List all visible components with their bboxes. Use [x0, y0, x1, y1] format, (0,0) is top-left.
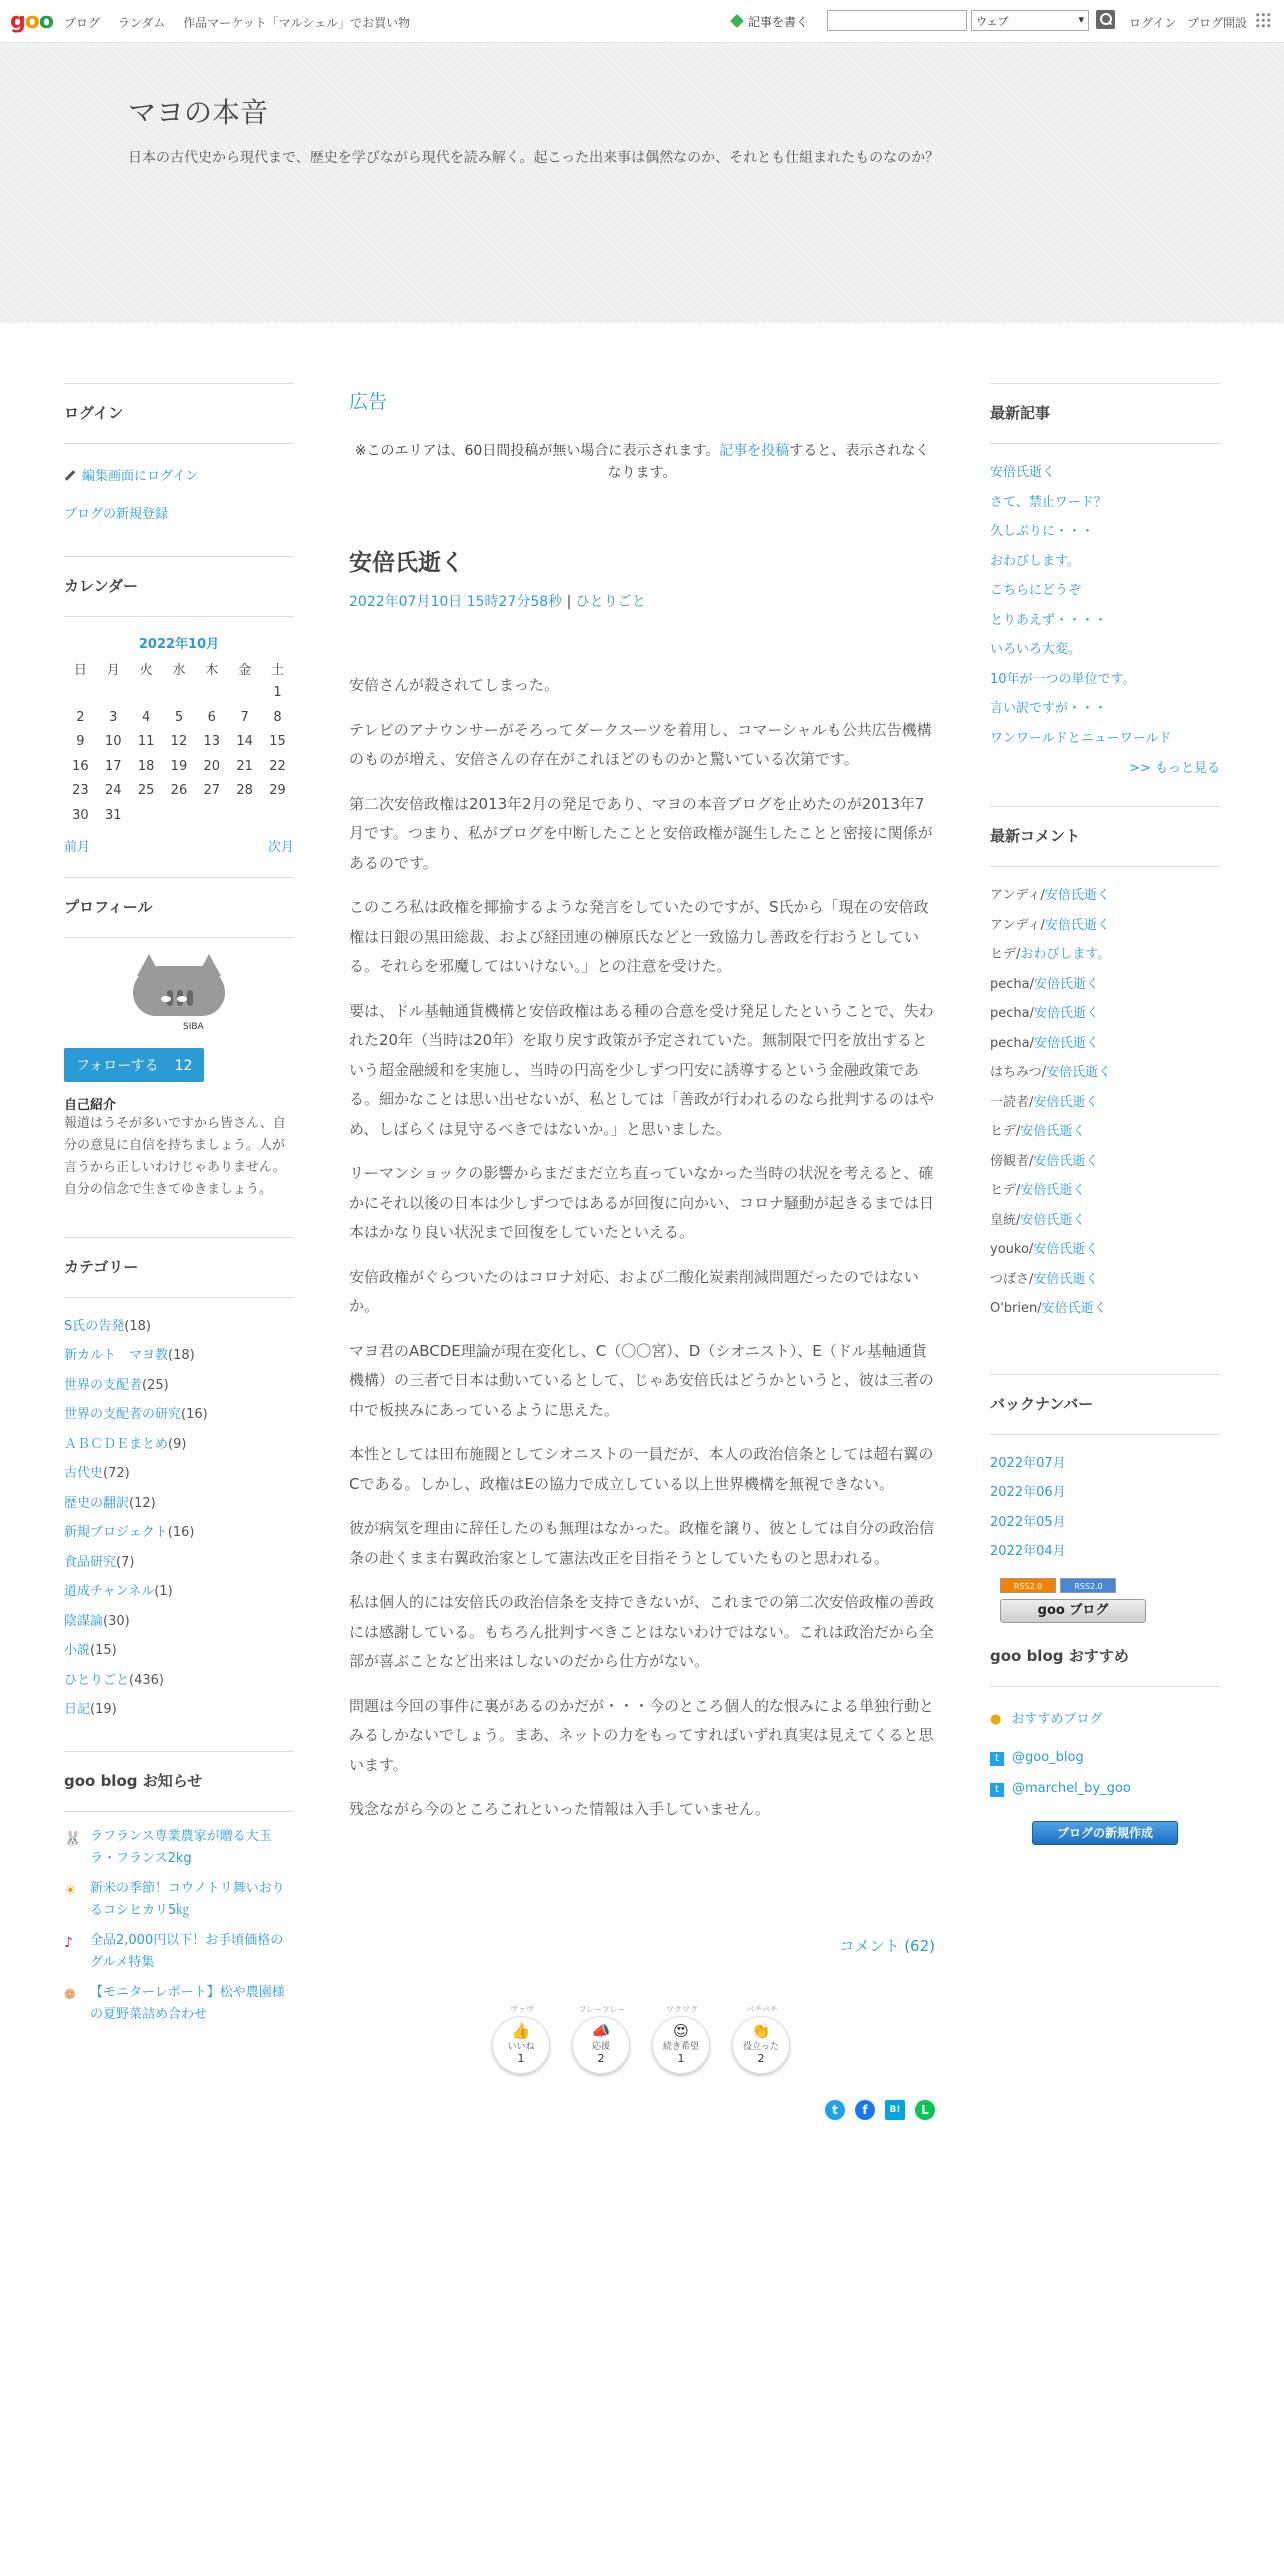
reaction-label: いいね: [507, 2041, 535, 2052]
calendar-day: 17: [104, 758, 122, 774]
open-blog-link[interactable]: ブログ開設: [1187, 16, 1248, 30]
reaction-caption: ヴァヴ: [510, 2004, 534, 2014]
recent-link[interactable]: ワンワールドとニューワールド: [990, 730, 1172, 746]
cat-stripe: [187, 990, 193, 1006]
paragraph: 本性としては田布施閥としてシオニストの一員だが、本人の政治信条としては超右翼のCである。しかし、政権はEの協力で成立している以上世界機構を無視できない。: [349, 1445, 934, 1493]
reaction-want-more[interactable]: [652, 2004, 712, 2074]
cat-face: [133, 966, 225, 1016]
reaction-label: 続き希望: [662, 2041, 699, 2052]
list-item: [64, 1930, 294, 1974]
calendar-day: 18: [137, 758, 155, 774]
calendar-day: 1: [273, 685, 282, 701]
backnumber-list: [990, 1449, 1220, 1559]
nav-marchel[interactable]: 作品マーケット「マルシェル」でお買い物: [183, 16, 411, 30]
comment-post-link[interactable]: 安倍氏逝く: [1033, 1094, 1099, 1110]
backnumber-link[interactable]: 2022年06月: [990, 1485, 1066, 1500]
comment-post-link[interactable]: 安倍氏逝く: [1034, 976, 1100, 992]
news-link[interactable]: 全品2,000円以下！お手頃価格のグルメ特集: [90, 1932, 284, 1970]
reactions: [349, 2004, 935, 2074]
entry-date-link[interactable]: 2022年07月10日 15時27分58秒: [349, 594, 563, 610]
left-sidebar: [64, 383, 294, 2048]
calendar-table: [64, 656, 294, 828]
comment-post-link[interactable]: 安倍氏逝く: [1041, 1301, 1107, 1316]
news-link[interactable]: 新米の季節！コウノトリ舞いおりるコシヒカリ5㎏: [90, 1880, 285, 1918]
paragraph: 安倍さんが殺されてしまった。: [349, 676, 560, 694]
news-link[interactable]: 【モニターレポート】松や農園様の夏野菜詰め合わせ: [90, 1984, 285, 2022]
comment-user: アンディ: [990, 888, 1041, 903]
category-link[interactable]: 世界の支配者: [64, 1377, 143, 1393]
cat-eye: [177, 996, 187, 1002]
list-item: [64, 1312, 294, 1342]
edit-login-link[interactable]: 編集画面にログイン: [82, 469, 199, 484]
calendar-day: 29: [269, 783, 286, 799]
search-input[interactable]: [827, 10, 967, 31]
comment-post-link[interactable]: 安倍氏逝く: [1044, 888, 1110, 903]
category-link[interactable]: 新規プロジェクト: [64, 1525, 168, 1540]
category-count: (16): [181, 1407, 208, 1422]
list-item: ヒデ/おわびします。: [990, 947, 1111, 962]
goo-blog-badge[interactable]: goo ブログ: [1000, 1599, 1146, 1623]
reaction-cheer[interactable]: [572, 2004, 632, 2074]
list-item: [64, 1371, 294, 1401]
list-item: [990, 1739, 1220, 1777]
category-count: (18): [168, 1348, 195, 1363]
calendar-day: 14: [236, 734, 253, 750]
calendar-day: 10: [104, 734, 122, 750]
list-item: [990, 1449, 1220, 1479]
goo-logo[interactable]: goo: [10, 9, 53, 34]
comments-heading: 最新コメント: [990, 806, 1220, 867]
new-blog-button[interactable]: ブログの新規作成: [1032, 1821, 1178, 1845]
reaction-count: 1: [677, 2051, 685, 2065]
entry-category-link[interactable]: ひとりごと: [575, 594, 646, 610]
sun-icon: ☀: [64, 1882, 77, 1899]
category-count: (16): [167, 1525, 195, 1540]
category-link[interactable]: 古代史: [64, 1466, 104, 1481]
facebook-icon[interactable]: f: [855, 2100, 875, 2120]
twitter-icon: t: [990, 1752, 1004, 1766]
meta-separator: |: [562, 594, 576, 610]
intro-heading: 自己紹介: [64, 1097, 117, 1113]
recent-link[interactable]: 言い訳ですが・・・: [990, 701, 1108, 716]
comment-user: はちみつ: [990, 1065, 1042, 1080]
comment-user: pecha: [990, 976, 1030, 992]
list-item: pecha/安倍氏逝く: [990, 1006, 1100, 1021]
category-count: (72): [103, 1466, 130, 1481]
backnumber-link[interactable]: 2022年05月: [990, 1514, 1066, 1530]
hatena-bookmark-icon[interactable]: B!: [885, 2100, 905, 2120]
list-item: [64, 1400, 294, 1430]
calendar-day: 30: [72, 807, 89, 823]
top-login-link[interactable]: ログイン: [1129, 16, 1177, 30]
category-heading: カテゴリー: [64, 1237, 294, 1298]
recommend-link[interactable]: おすすめブログ: [1011, 1711, 1103, 1727]
calendar-day: 6: [207, 709, 216, 725]
calendar-day: [97, 681, 130, 706]
news-link[interactable]: ラフランス専業農家が贈る大玉ラ・フランス2kg: [90, 1828, 272, 1866]
post-article-link[interactable]: 記事を投稿: [719, 443, 790, 459]
reaction-count: 1: [517, 2051, 525, 2065]
category-list: [64, 1312, 294, 1725]
flower-icon: ❁: [64, 1986, 76, 2003]
paragraph: テレビのアナウンサーがそろってダークスーツを着用し、コマーシャルも公共広告機構のものが増え、安倍さんの存在がこれほどのものかと驚いている次第です。: [349, 720, 932, 768]
reaction-label: 役立った: [742, 2041, 779, 2052]
comment-user: つばさ: [990, 1271, 1030, 1287]
paragraph: 第二次安倍政権は2013年2月の発足であり、マヨの本音ブログを止めたのが2013年7月です。つまり、私がブログを中断したことと安倍政権が誕生したことと密接に関係があるのです。: [349, 794, 933, 872]
weekday: 日: [73, 662, 87, 678]
profile-heading: プロフィール: [64, 877, 294, 938]
entry-title[interactable]: 安倍氏逝く: [349, 550, 464, 576]
list-item: [64, 1695, 294, 1725]
list-item: [990, 1508, 1220, 1538]
calendar-day: 3: [109, 709, 118, 725]
recent-link[interactable]: いろいろ大変。: [990, 642, 1082, 657]
calendar-day: [130, 803, 163, 828]
list-item: [64, 1607, 294, 1637]
calendar-day: [261, 803, 294, 828]
list-item: [64, 1518, 294, 1548]
list-item: [990, 1777, 1220, 1801]
weekday: 土: [271, 662, 285, 678]
calendar-day: 13: [203, 734, 221, 750]
list-item: はちみつ/安倍氏逝く: [990, 1065, 1112, 1080]
list-item: [990, 694, 1220, 724]
paragraph: 私は個人的には安倍氏の政治信条を支持できないが、これまでの第二次安倍政権の善政には感謝している。もちろん批判すべきことはないわけではない。これは政治だから全部が喜ぶことなど出来はしないのだから仕方がない。: [349, 1593, 935, 1670]
paragraph: このころ私は政権を揶揄するような発言をしていたのですが、S氏から「現在の安倍政権は日銀の黒田総裁、および経団連の榊原氏などと一致協力し善政を行おうとしている。それらを邪魔してはいけない。」との注意を受けた。: [349, 898, 929, 975]
recent-list: [990, 458, 1220, 753]
calendar-day: 26: [170, 783, 188, 799]
backnumber-link[interactable]: 2022年04月: [990, 1544, 1066, 1559]
calendar-day: 31: [104, 807, 122, 823]
calendar-day: [228, 803, 261, 828]
intro-text: 報道はうそが多いですから皆さん、自分の意見に自信を持ちましょう。人が言うから正しいわけじゃありません。自分の信念で生きてゆきましょう。: [64, 1115, 286, 1197]
calendar-day: 5: [174, 709, 184, 725]
thumbs-up-icon: 👍: [511, 2021, 531, 2040]
more-link[interactable]: >> もっと見る: [1129, 761, 1220, 776]
reaction-like[interactable]: [492, 2004, 552, 2074]
category-link[interactable]: 陰謀論: [64, 1613, 104, 1629]
music-note-icon: ♪: [64, 1934, 73, 1951]
list-item: [64, 1878, 294, 1922]
comment-post-link[interactable]: 安倍氏逝く: [1033, 1271, 1099, 1287]
recent-link[interactable]: さて、禁止ワード？: [990, 494, 1107, 510]
category-count: (19): [90, 1702, 117, 1717]
calendar-day: [195, 803, 228, 828]
search-scope-select[interactable]: ウェブ ▾: [971, 10, 1089, 31]
register-blog-link[interactable]: ブログの新規登録: [64, 507, 169, 522]
comment-post-link[interactable]: 安倍氏逝く: [1020, 1124, 1086, 1139]
calendar: [64, 633, 294, 855]
category-count: (15): [90, 1643, 117, 1658]
twitter-icon: t: [990, 1783, 1004, 1797]
heart-eyes-icon: 😍: [673, 2021, 689, 2040]
calendar-month: 2022年10月: [138, 637, 220, 652]
write-article-label: 記事を書く: [748, 15, 809, 29]
recent-link[interactable]: こちらにどうぞ: [990, 583, 1082, 598]
calendar-day: 19: [170, 758, 188, 774]
category-count: (25): [142, 1377, 169, 1393]
list-item: アンディ/安倍氏逝く: [990, 917, 1110, 933]
weekday: 木: [205, 662, 219, 678]
calendar-day: [64, 681, 97, 706]
recent-link[interactable]: とりあえず・・・・: [990, 612, 1108, 628]
comment-user: アンディ: [990, 917, 1041, 933]
megaphone-icon: 📣: [591, 2021, 611, 2040]
list-item: youko/安倍氏逝く: [990, 1242, 1099, 1257]
ad-note-text: すると、表示されなくなります。: [607, 443, 930, 481]
calendar-day: [163, 803, 196, 828]
list-item: [990, 1537, 1220, 1567]
calendar-day: 11: [137, 734, 155, 750]
right-sidebar: [990, 383, 1220, 1845]
calendar-day: 7: [240, 709, 249, 725]
list-item: 傍観者/安倍氏逝く: [990, 1153, 1099, 1169]
list-item: pecha/安倍氏逝く: [990, 1035, 1100, 1051]
twitter-goo-link[interactable]: @goo_blog: [1012, 1749, 1084, 1765]
comment-post-link[interactable]: 安倍氏逝く: [1033, 1242, 1099, 1257]
calendar-day: 22: [269, 758, 286, 774]
category-link[interactable]: 食品研究: [64, 1554, 117, 1570]
category-count: (9): [168, 1436, 187, 1452]
paragraph: 残念ながら今のところこれといった情報は入手していません。: [349, 1800, 770, 1818]
top-bar: [0, 0, 1284, 43]
category-count: (7): [116, 1554, 135, 1570]
apps-grid-icon[interactable]: [1255, 12, 1271, 28]
calendar-day: 15: [269, 734, 286, 750]
list-item: [64, 1826, 294, 1870]
comment-user: ヒデ: [990, 1183, 1017, 1198]
comment-user: pecha: [990, 1006, 1030, 1021]
twitter-marchel-link[interactable]: @marchel_by_goo: [1012, 1780, 1131, 1796]
write-article-button[interactable]: [730, 13, 808, 30]
list-item: [64, 1982, 294, 2026]
comment-user: O'brien: [990, 1301, 1038, 1316]
news-list: [64, 1826, 294, 2026]
category-count: (1): [154, 1584, 173, 1599]
calendar-day: 9: [76, 734, 85, 750]
next-month-link[interactable]: 次月: [267, 839, 294, 855]
recent-link[interactable]: 安倍氏逝く: [990, 465, 1056, 480]
list-item: [990, 458, 1220, 488]
list-item: [64, 1636, 294, 1666]
follow-label: フォローする: [76, 1057, 159, 1074]
entry-body: [349, 671, 935, 1825]
avatar-label: SIBA: [183, 1021, 204, 1032]
category-link[interactable]: 道成チャンネル: [64, 1584, 155, 1599]
pencil-icon: [730, 14, 744, 28]
category-link[interactable]: 世界の支配者の研究: [64, 1407, 182, 1422]
weekday: 火: [139, 662, 153, 678]
category-link[interactable]: ＡＢＣＤＥまとめ: [64, 1436, 169, 1452]
comment-user: 傍観者: [990, 1153, 1030, 1169]
comment-link[interactable]: コメント (62): [839, 1936, 935, 1955]
category-count: (18): [124, 1318, 151, 1334]
paragraph: 問題は今回の事件に裏があるのかだが・・・今のところ個人的な恨みによる単独行動とみるしかないでしょう。まあ、ネットの力をもってすればいずれ真実は見えてくると思います。: [349, 1696, 935, 1774]
calendar-day: 21: [236, 758, 253, 774]
ad-note-text: ※このエリアは、60日間投稿が無い場合に表示されます。: [354, 443, 720, 459]
calendar-heading: カレンダー: [64, 556, 294, 617]
clap-icon: 👏: [751, 2021, 771, 2040]
category-count: (436): [129, 1672, 164, 1688]
comment-post-link[interactable]: おわびします。: [1020, 947, 1111, 962]
reaction-count: 2: [757, 2051, 765, 2065]
news-heading: goo blog お知らせ: [64, 1751, 294, 1812]
follow-count: 12: [174, 1057, 193, 1074]
recent-link[interactable]: 久しぶりに・・・: [990, 524, 1095, 539]
list-item: [64, 1341, 294, 1371]
list-item: [990, 547, 1220, 577]
paragraph: リーマンショックの影響からまだまだ立ち直っていなかった当時の状況を考えると、確かにそれ以後の日本は少しずつではあるが回復に向かい、コロナ騒動が起きるまでは日本はかなり良い状況まで回復をしていたといえる。: [349, 1164, 935, 1241]
backnumber-heading: バックナンバー: [990, 1374, 1220, 1435]
comment-user: youko: [990, 1242, 1029, 1257]
prev-month-link[interactable]: 前月: [64, 839, 91, 855]
calendar-day: [130, 681, 163, 706]
nav-random[interactable]: ランダム: [117, 16, 166, 30]
calendar-day: 2: [76, 709, 85, 725]
lightbulb-icon: ●: [990, 1711, 1002, 1727]
pencil-icon: [65, 470, 76, 481]
list-item: [990, 576, 1220, 606]
category-link[interactable]: 小説: [64, 1643, 91, 1658]
category-link[interactable]: S氏の告発: [64, 1318, 125, 1334]
list-item: [990, 517, 1220, 547]
calendar-day: 16: [72, 758, 89, 774]
ad-note: [349, 440, 935, 484]
comment-post-link[interactable]: 安倍氏逝く: [1044, 917, 1110, 933]
list-item: [990, 665, 1220, 695]
calendar-day: 4: [141, 709, 151, 725]
category-link[interactable]: 日記: [64, 1702, 91, 1717]
calendar-day: 27: [203, 783, 221, 799]
calendar-day: 24: [104, 783, 122, 799]
list-item: [990, 1478, 1220, 1508]
entry-meta: [349, 591, 935, 611]
list-item: [64, 1666, 294, 1696]
share-buttons: [825, 2100, 935, 2120]
top-nav: [64, 14, 424, 31]
calendar-day: 8: [273, 709, 282, 725]
paragraph: 彼が病気を理由に辞任したのも無理はなかった。政権を譲り、彼としては自分の政治信条の赴くまま右翼政治家として憲法改正を目指そうとしていたものと思われる。: [349, 1519, 935, 1567]
recent-link[interactable]: おわびします。: [990, 553, 1080, 569]
rss-badges: [1000, 1577, 1220, 1623]
category-link[interactable]: 新カルト マヨ教: [64, 1348, 169, 1363]
calendar-day: 12: [170, 734, 188, 750]
recent-heading: 最新記事: [990, 383, 1220, 444]
calendar-day: 28: [236, 783, 253, 799]
paragraph: 安倍政権がぐらついたのはコロナ対応、および二酸化炭素削減問題だったのではないか。: [349, 1267, 919, 1315]
comment-user: 皇統: [990, 1212, 1017, 1228]
comments-list: [990, 881, 1220, 1324]
paragraph: 要は、ドル基軸通貨機構と安倍政権はある種の合意を受け発足したということで、失われた20年（当時は20年）を取り戻す政策が予定されていた。無制限で円を放出するという超金融緩和を実施し、当時の円高を少しずつ円安に誘導するという金融政策である。細かなことは思い出せないが、私としては「善政が行われるのなら批判するのはやめ、しばらくは見守るべきではないか。」と思いました。: [349, 1001, 935, 1138]
comment-post-link[interactable]: 安倍氏逝く: [1046, 1065, 1112, 1080]
comment-post-link[interactable]: 安倍氏逝く: [1020, 1183, 1086, 1198]
rabbit-icon: 🐰: [64, 1830, 82, 1847]
category-link[interactable]: ひとりごと: [64, 1672, 130, 1688]
reaction-helpful[interactable]: [732, 2004, 792, 2074]
list-item: [990, 635, 1220, 665]
calendar-day: [163, 681, 196, 706]
calendar-day: [228, 681, 261, 706]
comment-post-link[interactable]: 安倍氏逝く: [1034, 1035, 1100, 1051]
list-item: [990, 606, 1220, 636]
main-content: [349, 383, 935, 2117]
blog-description: 日本の古代史から現代まで、歴史を学びながら現代を読み解く。起こった出来事は偶然なのか、それとも仕組まれたものなのか？: [128, 150, 940, 166]
list-item: O'brien/安倍氏逝く: [990, 1301, 1107, 1316]
list-item: [990, 724, 1220, 754]
calendar-day: [195, 681, 228, 706]
reaction-caption: パチパチ: [746, 2004, 778, 2014]
rss-badge[interactable]: RSS2.0: [1060, 1578, 1116, 1593]
recent-link[interactable]: 10年が一つの単位です。: [990, 671, 1136, 687]
list-item: [990, 1701, 1220, 1739]
header-banner: [0, 43, 1284, 323]
weekday: 月: [106, 662, 120, 678]
paragraph: マヨ君のABCDE理論が現在変化し、C（〇〇宮）、D（シオニスト）、E（ドル基軸通貨機構）の三者で日本は動いているとして、じゃあ安倍氏はどうかというと、彼は三者の中で板挟みにあっているように思えた。: [349, 1341, 934, 1419]
reaction-caption: フレーフレー: [578, 2004, 626, 2014]
weekday: 水: [172, 662, 186, 678]
reaction-count: 2: [597, 2051, 605, 2065]
list-item: [990, 488, 1220, 518]
recommend-heading: goo blog おすすめ: [990, 1623, 1220, 1687]
search-icon[interactable]: [1096, 10, 1115, 29]
follow-button[interactable]: [64, 1048, 204, 1082]
category-count: (12): [129, 1495, 156, 1511]
list-item: ヒデ/安倍氏逝く: [990, 1124, 1086, 1139]
reaction-caption: ワクワク: [666, 2004, 698, 2014]
list-item: 一読者/安倍氏逝く: [990, 1094, 1099, 1110]
list-item: 皇統/安倍氏逝く: [990, 1212, 1086, 1228]
weekday: 金: [238, 662, 252, 678]
line-icon[interactable]: L: [915, 2100, 935, 2120]
calendar-day: 25: [137, 783, 155, 799]
rss-badge[interactable]: RSS2.0: [1000, 1578, 1056, 1593]
list-item: [64, 1577, 294, 1607]
calendar-day: 20: [203, 758, 221, 774]
comment-user: pecha: [990, 1035, 1030, 1051]
list-item: つばさ/安倍氏逝く: [990, 1271, 1099, 1287]
login-heading: ログイン: [64, 383, 294, 444]
list-item: [64, 1430, 294, 1460]
ad-heading: 広告: [349, 391, 388, 413]
list-item: アンディ/安倍氏逝く: [990, 888, 1110, 903]
twitter-icon[interactable]: t: [825, 2100, 845, 2120]
category-link[interactable]: 歴史の翻訳: [64, 1495, 130, 1511]
list-item: [64, 1548, 294, 1578]
avatar[interactable]: [129, 952, 229, 1032]
category-count: (30): [103, 1613, 130, 1629]
comment-post-link[interactable]: 安倍氏逝く: [1034, 1006, 1100, 1021]
comment-user: ヒデ: [990, 1124, 1017, 1139]
nav-blog[interactable]: ブログ: [64, 16, 101, 30]
cat-eye: [161, 996, 171, 1002]
reaction-label: 応援: [591, 2041, 610, 2052]
comment-user: ヒデ: [990, 947, 1017, 962]
list-item: pecha/安倍氏逝く: [990, 976, 1100, 992]
list-item: [64, 1459, 294, 1489]
calendar-day: 23: [72, 783, 89, 799]
list-item: [64, 1489, 294, 1519]
list-item: ヒデ/安倍氏逝く: [990, 1183, 1086, 1198]
comment-post-link[interactable]: 安倍氏逝く: [1033, 1153, 1099, 1169]
comment-user: 一読者: [990, 1094, 1030, 1110]
blog-title[interactable]: マヨの本音: [128, 96, 269, 129]
comment-post-link[interactable]: 安倍氏逝く: [1020, 1212, 1086, 1228]
backnumber-link[interactable]: 2022年07月: [990, 1455, 1066, 1471]
recommend-list: [990, 1701, 1220, 1801]
